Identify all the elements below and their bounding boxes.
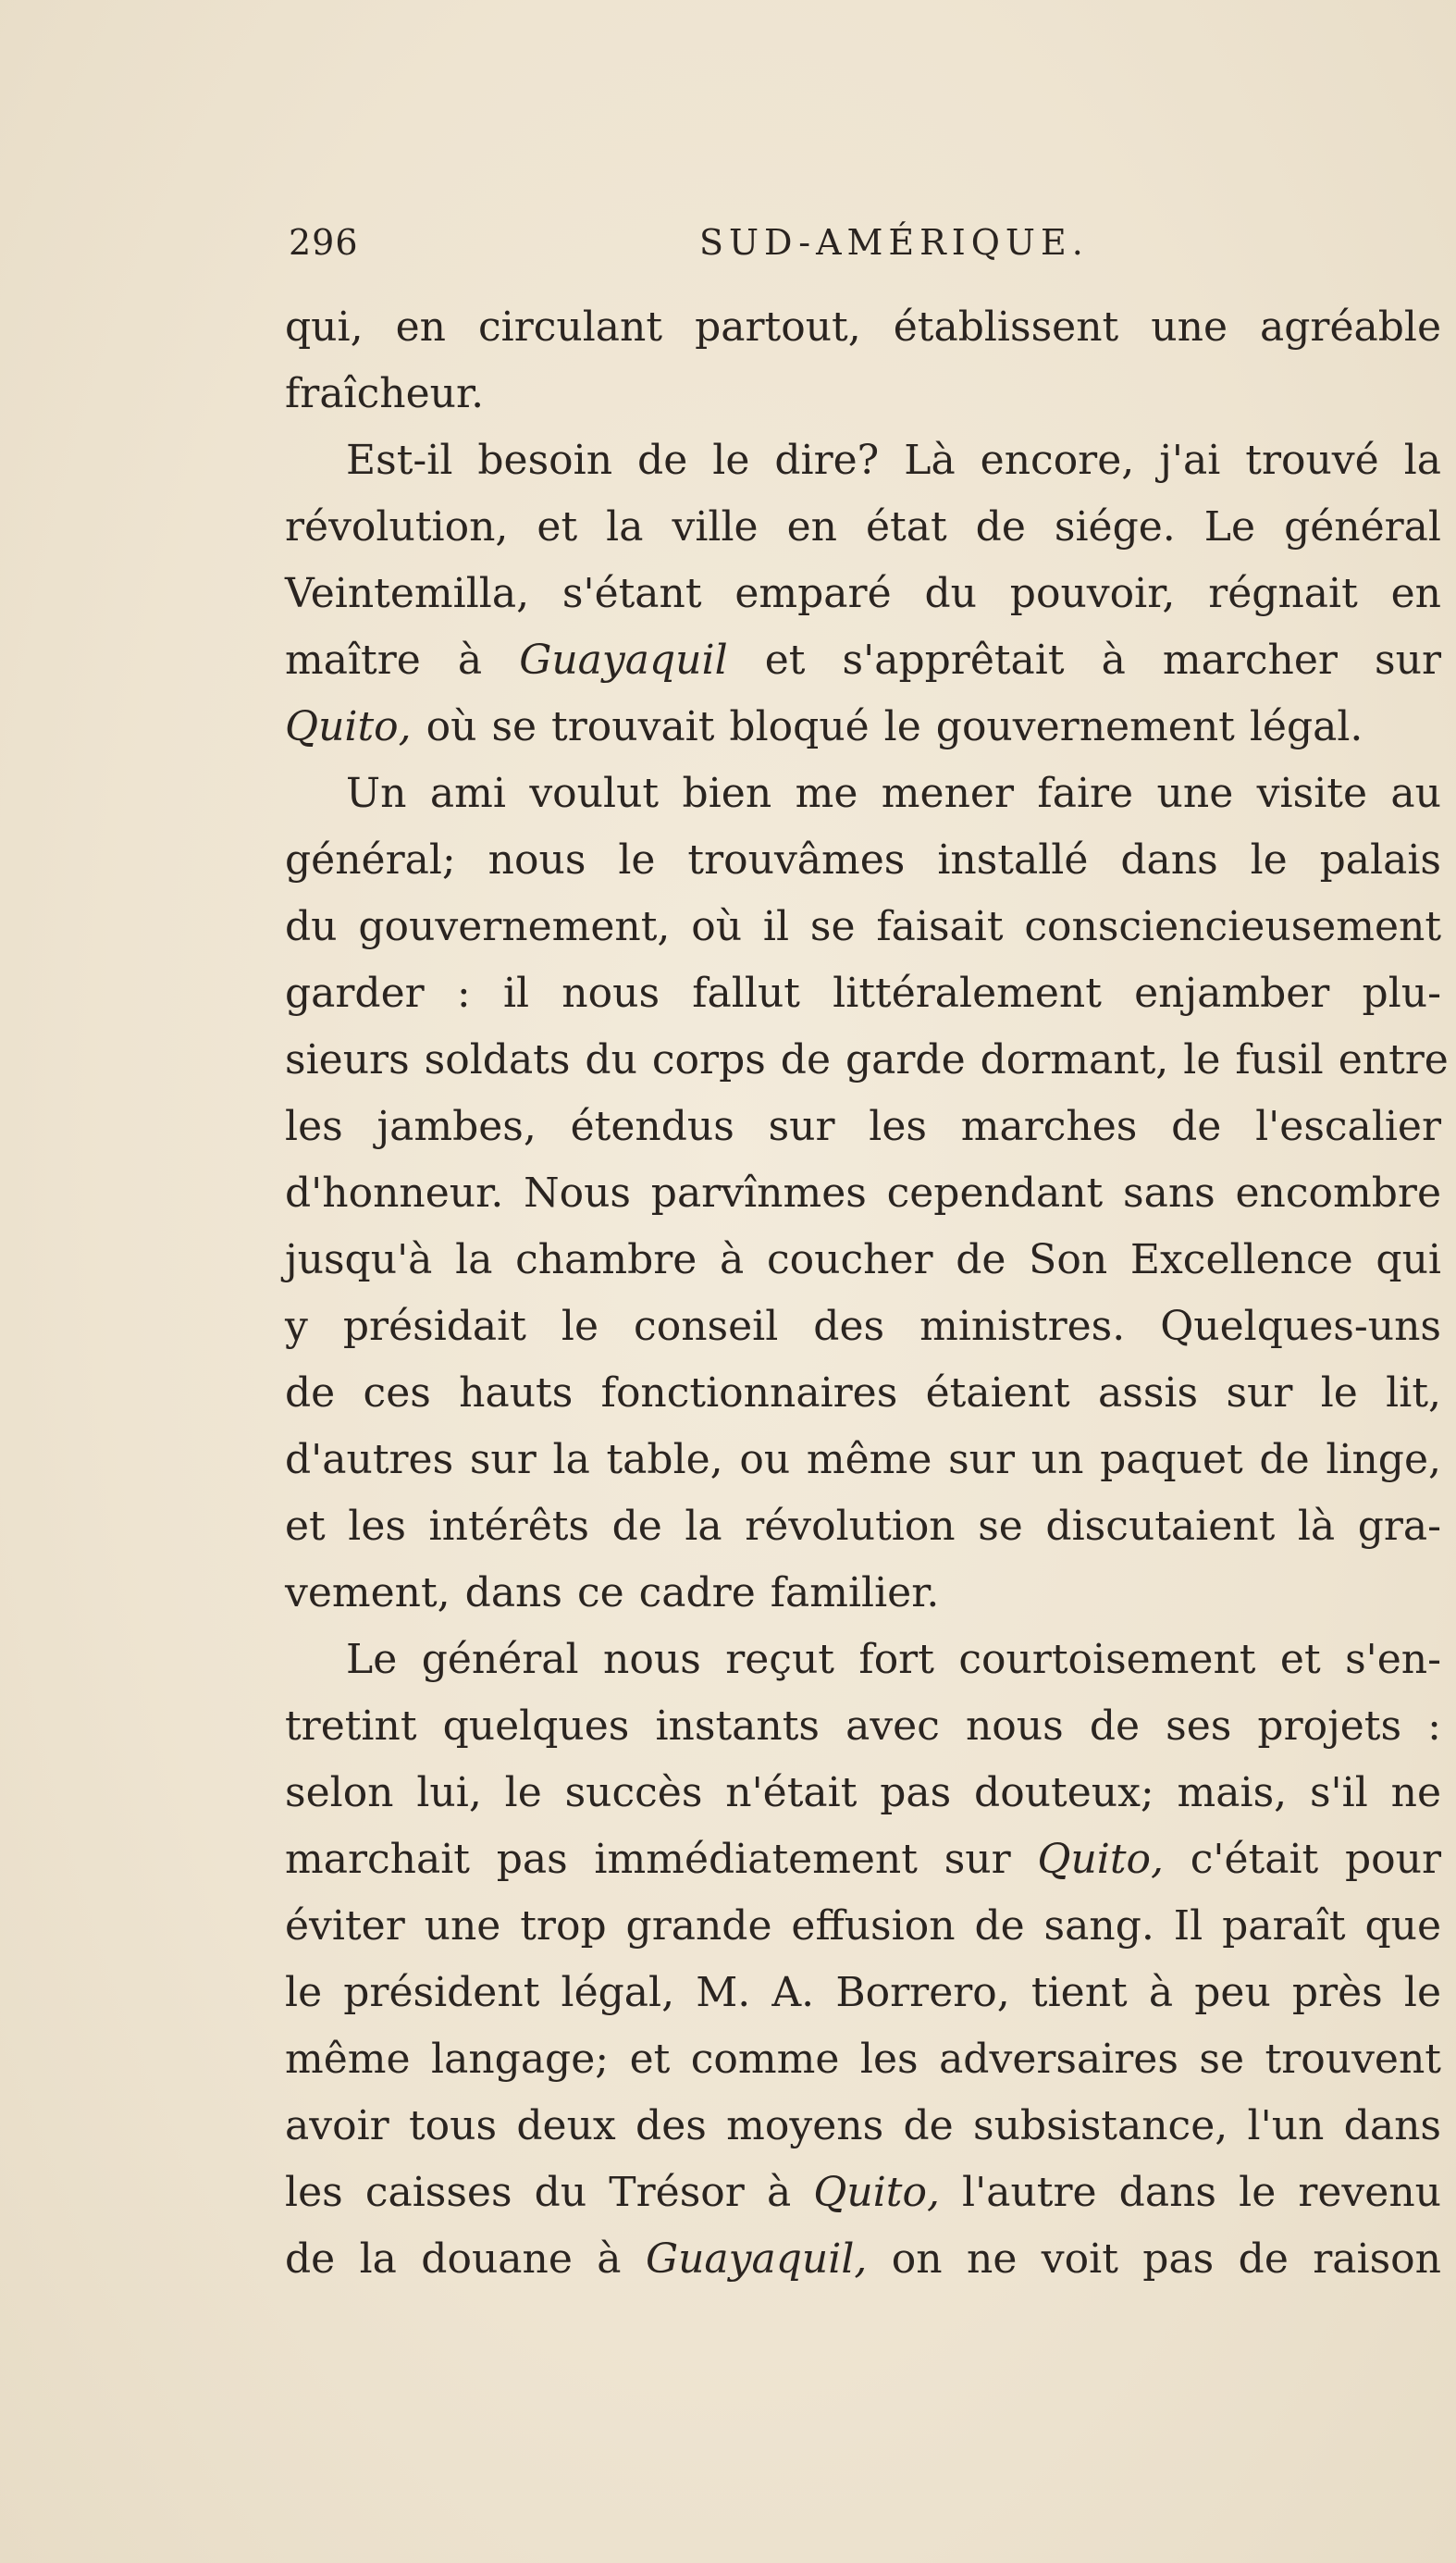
text-run: d'autres sur la table, ou même sur un paquet de linge, (285, 1436, 1441, 1483)
text-run: sieurs soldats du corps de garde dormant, le fusil entre (285, 1036, 1449, 1083)
text-line (285, 494, 1441, 561)
text-run: Le général nous reçut fort courtoisement et s'en- (346, 1636, 1441, 1683)
text-run: c'était pour (1164, 1836, 1441, 1883)
text-line (285, 2093, 1441, 2160)
text-run: révolution, et la ville en état de siége. Le général (285, 503, 1441, 551)
text-line (285, 960, 1441, 1027)
text-run: garder : il nous fallut littéralement enjamber plu- (285, 970, 1441, 1017)
text-run: du gouvernement, où il se faisait consciencieusement (285, 903, 1441, 950)
text-line (285, 627, 1441, 694)
text-run: les jambes, étendus sur les marches de l'escalier (285, 1103, 1441, 1150)
italic-place-name: Guayaquil, (645, 2235, 868, 2283)
italic-place-name: Quito, (285, 703, 412, 750)
text-line (285, 761, 1441, 827)
text-line (285, 1760, 1441, 1826)
text-run: avoir tous deux des moyens de subsistance, l'un dans (285, 2102, 1441, 2149)
text-run: vement, dans ce cadre familier. (285, 1569, 940, 1616)
text-run: l'autre dans le revenu (939, 2169, 1441, 2216)
text-line (285, 294, 1441, 361)
running-head (289, 222, 1445, 278)
text-run: marchait pas immédiatement sur (285, 1836, 1038, 1883)
text-run: les caisses du Trésor à (285, 2169, 814, 2216)
text-run: y présidait le conseil des ministres. Quelques-uns (285, 1303, 1441, 1350)
text-run: de la douane à (285, 2235, 646, 2283)
text-line (285, 1027, 1449, 1094)
text-line (285, 561, 1441, 627)
text-line (285, 1160, 1441, 1227)
text-run: fraîcheur. (285, 370, 485, 417)
text-run: le président légal, M. A. Borrero, tient à peu près le (285, 1969, 1441, 2016)
text-run: qui, en circulant partout, établissent une agréable (285, 303, 1441, 351)
text-line (285, 894, 1441, 960)
text-run: jusqu'à la chambre à coucher de Son Excellence qui (285, 1236, 1441, 1283)
text-line (285, 1560, 1441, 1627)
text-line (285, 1427, 1441, 1493)
text-run: Veintemilla, s'étant emparé du pouvoir, régnait en (285, 570, 1441, 617)
text-line (285, 1294, 1441, 1360)
text-line (285, 694, 1441, 761)
text-line (285, 1360, 1441, 1427)
text-run: même langage; et comme les adversaires se trouvent (285, 2036, 1441, 2083)
text-run: d'honneur. Nous parvînmes cependant sans encombre (285, 1170, 1441, 1217)
text-line (285, 1893, 1441, 1960)
text-line (285, 2026, 1441, 2093)
text-line (285, 1493, 1441, 1560)
page-number: 296 (289, 222, 359, 263)
text-line (285, 1826, 1441, 1893)
text-run: Est-il besoin de le dire? Là encore, j'ai trouvé la (346, 437, 1441, 484)
text-line (285, 2226, 1441, 2293)
text-line (285, 827, 1441, 894)
italic-place-name: Guayaquil (519, 637, 728, 684)
text-line (285, 1227, 1441, 1294)
text-line (285, 1693, 1441, 1760)
text-run: on ne voit pas de raison (867, 2235, 1442, 2283)
text-run: maître à (285, 637, 520, 684)
text-line (285, 361, 1441, 427)
text-run: éviter une trop grande effusion de sang. Il paraît que (285, 1902, 1441, 1950)
body-text (285, 294, 1449, 2293)
text-line (285, 1960, 1441, 2026)
italic-place-name: Quito, (1037, 1836, 1165, 1883)
text-line (285, 427, 1441, 494)
text-run: tretint quelques instants avec nous de ses projets : (285, 1702, 1441, 1750)
running-title: SUD-AMÉRIQUE. (699, 222, 1089, 263)
text-line (285, 2160, 1441, 2226)
text-line (285, 1627, 1441, 1693)
text-run: de ces hauts fonctionnaires étaient assis sur le lit, (285, 1369, 1441, 1417)
text-run: et s'apprêtait à marcher sur (727, 637, 1441, 684)
text-run: selon lui, le succès n'était pas douteux; mais, s'il ne (285, 1769, 1441, 1816)
text-run: et les intérêts de la révolution se discutaient là gra- (285, 1503, 1441, 1550)
text-run: Un ami voulut bien me mener faire une visite au (346, 770, 1441, 817)
text-run: général; nous le trouvâmes installé dans le palais (285, 836, 1441, 884)
text-run: où se trouvait bloqué le gouvernement légal. (411, 703, 1363, 750)
text-line (285, 1094, 1441, 1160)
italic-place-name: Quito, (813, 2169, 940, 2216)
